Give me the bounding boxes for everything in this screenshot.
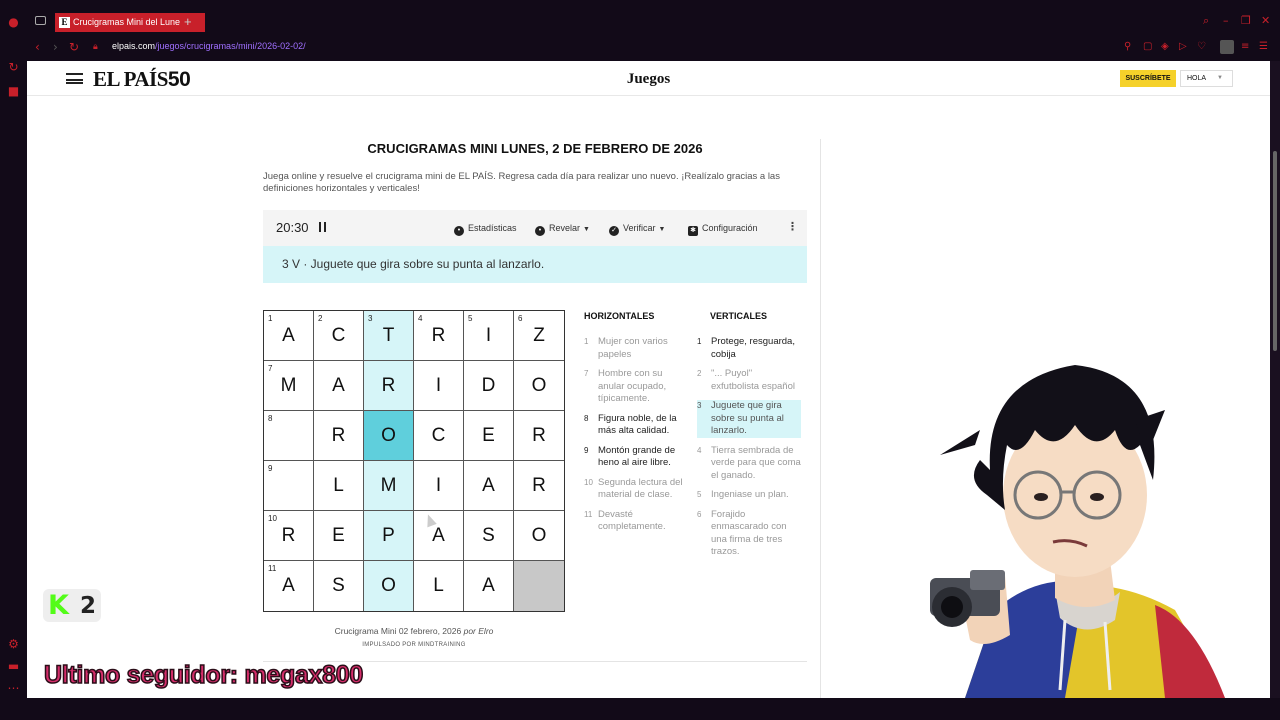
grid-cell[interactable] bbox=[414, 311, 464, 361]
url-domain: elpais.com bbox=[112, 41, 156, 51]
grid-cell[interactable] bbox=[264, 311, 314, 361]
clue-item[interactable] bbox=[584, 445, 689, 470]
cell-number: 4 bbox=[418, 314, 423, 323]
cell-number: 10 bbox=[268, 514, 277, 523]
lock-icon: 🔒︎ bbox=[93, 42, 98, 52]
logo-50-badge: 50 bbox=[167, 68, 191, 91]
clue-number: 8 bbox=[584, 413, 589, 423]
eye-icon: • bbox=[454, 226, 464, 236]
clue-text: Devasté completamente. bbox=[598, 508, 666, 532]
down-heading: VERTICALES bbox=[710, 311, 768, 321]
cell-letter: E bbox=[332, 525, 345, 546]
credit-author: Elro bbox=[478, 626, 494, 636]
cell-number: 7 bbox=[268, 364, 273, 373]
cell-letter: R bbox=[381, 375, 396, 396]
clue-item[interactable] bbox=[697, 368, 801, 393]
clue-number: 4 bbox=[697, 445, 702, 455]
cell-letter: C bbox=[331, 325, 346, 346]
grid-cell[interactable] bbox=[264, 361, 314, 411]
cell-number: 3 bbox=[368, 314, 373, 323]
grid-cell[interactable] bbox=[314, 561, 364, 611]
close-icon[interactable]: ✕ bbox=[1261, 14, 1271, 27]
cell-letter: D bbox=[481, 375, 496, 396]
history-icon[interactable]: ↻ bbox=[8, 60, 19, 74]
across-clues bbox=[584, 311, 689, 541]
page-scrollbar[interactable] bbox=[1270, 61, 1280, 698]
cell-letter: L bbox=[433, 575, 444, 596]
clue-item[interactable] bbox=[584, 413, 689, 438]
tabs-icon[interactable] bbox=[35, 16, 46, 25]
clue-text: Montón grande de heno al aire libre. bbox=[598, 444, 676, 468]
clue-text: Hombre con su anular ocupado, típicamente. bbox=[598, 368, 667, 404]
cell-letter: R bbox=[331, 425, 346, 446]
clue-number: 6 bbox=[697, 509, 702, 519]
url-field[interactable] bbox=[112, 41, 306, 51]
reload-icon[interactable]: ↻ bbox=[69, 40, 80, 54]
clue-number: 3 bbox=[697, 401, 702, 410]
clue-number: 9 bbox=[584, 445, 589, 455]
clue-number: 1 bbox=[584, 337, 589, 346]
cell-number: 1 bbox=[268, 314, 273, 323]
timer: 20:30 bbox=[276, 220, 309, 235]
logo-text: EL PAÍS bbox=[93, 67, 168, 91]
grid-cell[interactable] bbox=[414, 361, 464, 411]
reveal-button[interactable] bbox=[535, 223, 590, 236]
cell-letter: S bbox=[482, 525, 495, 546]
minimize-icon[interactable]: – bbox=[1223, 14, 1229, 27]
bag-icon[interactable]: ■ bbox=[7, 84, 20, 98]
clue-number: 5 bbox=[697, 490, 702, 499]
scroll-thumb[interactable] bbox=[1273, 151, 1277, 351]
clue-item[interactable] bbox=[584, 477, 689, 502]
cell-letter: E bbox=[482, 425, 495, 446]
elpais-favicon-icon: E bbox=[59, 17, 70, 28]
tab-title: Crucigramas Mini del Lune bbox=[73, 17, 181, 27]
cell-letter: A bbox=[282, 325, 295, 346]
cell-number: 9 bbox=[268, 464, 273, 473]
chevron-down-icon: ▼ bbox=[1217, 75, 1223, 81]
clue-item[interactable] bbox=[697, 400, 801, 438]
grid-cell[interactable] bbox=[464, 561, 514, 611]
clue-item[interactable] bbox=[697, 336, 801, 361]
clue-item[interactable] bbox=[584, 368, 689, 406]
profile-avatar[interactable] bbox=[1220, 40, 1234, 54]
browser-sidebar bbox=[0, 0, 27, 720]
clue-number: 1 bbox=[697, 337, 702, 346]
grid-cell[interactable] bbox=[514, 411, 564, 461]
settings-button[interactable] bbox=[688, 223, 758, 236]
shield-icon[interactable]: ◈ bbox=[1161, 41, 1169, 52]
browser-logo-icon[interactable]: ● bbox=[8, 15, 19, 29]
grid-cell[interactable] bbox=[264, 411, 314, 461]
game-toolbar bbox=[263, 210, 807, 246]
credit-by: por bbox=[463, 626, 476, 636]
cell-letter: A bbox=[282, 575, 295, 596]
intro-text: Juega online y resuelve el crucigrama mini de EL PAÍS. Regresa cada día para realizar uno nuevo. ¡Realízalo gracias a las definiciones horizontales y verticales! bbox=[263, 171, 780, 194]
clue-number: 11 bbox=[584, 509, 593, 519]
grid-cell[interactable] bbox=[264, 561, 314, 611]
new-tab-button[interactable]: + bbox=[184, 14, 192, 29]
cell-letter: C bbox=[431, 425, 446, 446]
grid-cell[interactable] bbox=[464, 511, 514, 561]
kick-count: 2 bbox=[80, 593, 97, 619]
last-follower-overlay: Ultimo seguidor: megax800 bbox=[44, 661, 363, 689]
grid-cell[interactable] bbox=[364, 361, 414, 411]
grid-cell[interactable] bbox=[464, 311, 514, 361]
clue-text: Protege, resguarda, cobija bbox=[711, 336, 795, 360]
grid-cell[interactable] bbox=[364, 461, 414, 511]
grid-cell[interactable] bbox=[414, 461, 464, 511]
verify-button[interactable] bbox=[609, 223, 665, 236]
grid-cell[interactable] bbox=[514, 361, 564, 411]
clue-number: 10 bbox=[584, 477, 593, 487]
grid-cell[interactable] bbox=[314, 511, 364, 561]
cell-letter: A bbox=[332, 375, 345, 396]
verify-label: Verificar bbox=[623, 223, 656, 233]
cell-letter: L bbox=[333, 475, 344, 496]
clue-text: "... Puyol" exfutbolista español bbox=[711, 368, 795, 392]
forward-icon[interactable]: › bbox=[53, 40, 58, 54]
grid-cell[interactable] bbox=[514, 511, 564, 561]
grid-cell[interactable] bbox=[464, 461, 514, 511]
grid-cell[interactable] bbox=[264, 511, 314, 561]
across-list bbox=[584, 336, 689, 534]
grid-cell[interactable] bbox=[264, 461, 314, 511]
grid-cell[interactable] bbox=[464, 411, 514, 461]
grid-cell[interactable] bbox=[314, 461, 364, 511]
cell-letter: A bbox=[482, 475, 495, 496]
clue-item[interactable] bbox=[697, 509, 801, 559]
cell-letter: I bbox=[435, 375, 442, 396]
cell-letter: I bbox=[435, 475, 442, 496]
current-clue-banner: 3 V · Juguete que gira sobre su punta al lanzarlo. bbox=[263, 246, 807, 283]
clue-text: Juguete que gira sobre su punta al lanzarlo. bbox=[711, 400, 784, 436]
settings-label: Configuración bbox=[702, 223, 758, 233]
grid-cell[interactable] bbox=[314, 311, 364, 361]
grid-cell[interactable] bbox=[514, 311, 564, 361]
grid-cell[interactable] bbox=[364, 561, 414, 611]
column-divider bbox=[820, 139, 821, 698]
cell-letter: A bbox=[432, 525, 445, 546]
gear-icon: ✱ bbox=[688, 226, 698, 236]
cell-number: 11 bbox=[268, 564, 277, 573]
settings-icon[interactable]: ⚙ bbox=[8, 637, 19, 651]
cell-number: 6 bbox=[518, 314, 523, 323]
cell-letter: O bbox=[531, 525, 547, 546]
tab-bar bbox=[27, 10, 1280, 34]
grid-cell[interactable] bbox=[514, 461, 564, 511]
cell-letter: O bbox=[381, 425, 396, 446]
cell-letter: M bbox=[380, 475, 397, 496]
menu-icon[interactable]: ≡ bbox=[1241, 41, 1250, 52]
puzzle-credit bbox=[263, 626, 565, 636]
heart-icon[interactable]: ♡ bbox=[1197, 41, 1206, 52]
grid-cell[interactable] bbox=[414, 561, 464, 611]
caret-down-icon: ▼ bbox=[658, 226, 666, 233]
credit-text: Crucigrama Mini 02 febrero, 2026 bbox=[334, 626, 462, 636]
clue-text: Tierra sembrada de verde para que coma el ganado. bbox=[711, 444, 801, 481]
search-icon[interactable]: ⌕ bbox=[1203, 14, 1210, 27]
clue-text: Mujer con varios papeles bbox=[598, 336, 668, 360]
crossword-grid bbox=[263, 310, 565, 612]
play-icon[interactable]: ▷ bbox=[1179, 41, 1187, 52]
greeting-label: HOLA bbox=[1187, 75, 1207, 82]
cell-letter: R bbox=[532, 475, 546, 496]
clue-text: Segunda lectura del material de clase. bbox=[598, 476, 683, 500]
snapshot-icon[interactable]: ▢ bbox=[1143, 41, 1153, 52]
clue-item[interactable] bbox=[697, 445, 801, 483]
maximize-icon[interactable]: ❐ bbox=[1241, 14, 1251, 27]
address-bar bbox=[27, 36, 1280, 60]
cell-letter: P bbox=[382, 525, 395, 546]
grid-cell[interactable] bbox=[364, 311, 414, 361]
cell-letter: T bbox=[382, 325, 395, 346]
caret-down-icon: ▼ bbox=[583, 226, 590, 233]
grid-cell[interactable] bbox=[314, 411, 364, 461]
cell-letter: Z bbox=[533, 325, 545, 346]
pause-icon[interactable] bbox=[319, 222, 326, 232]
back-icon[interactable]: ‹ bbox=[35, 40, 40, 54]
url-path: /juegos/crucigramas/mini/2026-02-02/ bbox=[155, 41, 306, 51]
down-clues bbox=[697, 311, 801, 566]
cell-letter: I bbox=[485, 325, 492, 346]
more-icon[interactable]: ⋯ bbox=[7, 681, 20, 695]
stats-label: Estadísticas bbox=[468, 223, 517, 233]
clue-item[interactable] bbox=[697, 489, 801, 502]
extensions-icon[interactable]: ☰ bbox=[1259, 41, 1268, 52]
eye-icon: • bbox=[535, 226, 545, 236]
kick-logo-icon: K bbox=[48, 590, 69, 621]
grid-cell[interactable] bbox=[464, 361, 514, 411]
cell-letter: O bbox=[531, 375, 547, 396]
clue-number: 2 bbox=[697, 369, 702, 378]
tab-crucigramas[interactable] bbox=[55, 13, 205, 32]
reveal-label: Revelar bbox=[549, 223, 581, 233]
grid-cell[interactable] bbox=[414, 511, 464, 561]
check-icon: ✓ bbox=[609, 226, 619, 236]
cell-number: 2 bbox=[318, 314, 323, 323]
clue-text: Ingeniase un plan. bbox=[711, 489, 789, 500]
subscribe-button[interactable]: SUSCRÍBETE bbox=[1120, 70, 1176, 87]
streamer-avatar bbox=[925, 360, 1245, 698]
cell-letter: A bbox=[482, 575, 495, 596]
clue-text: Forajido enmascarado con una firma de tres trazos. bbox=[711, 508, 787, 557]
account-menu[interactable] bbox=[1180, 70, 1233, 87]
clue-text: Figura noble, de la más alta calidad. bbox=[598, 412, 677, 436]
cell-letter: S bbox=[332, 575, 345, 596]
cell-letter: R bbox=[281, 525, 296, 546]
cell-number: 5 bbox=[468, 314, 473, 323]
cell-letter: R bbox=[532, 425, 546, 446]
pin-icon[interactable]: ⚲ bbox=[1124, 41, 1132, 52]
clue-item[interactable] bbox=[584, 509, 689, 534]
grid-cell[interactable] bbox=[314, 361, 364, 411]
stats-button[interactable] bbox=[454, 223, 517, 236]
clue-item[interactable] bbox=[584, 336, 689, 361]
grid-cell[interactable] bbox=[364, 411, 414, 461]
grid-block-cell bbox=[514, 561, 564, 611]
cell-letter: R bbox=[431, 325, 446, 346]
page-title: CRUCIGRAMAS MINI LUNES, 2 DE FEBRERO DE 2026 bbox=[367, 141, 703, 156]
grid-cell[interactable] bbox=[414, 411, 464, 461]
site-header bbox=[27, 61, 1270, 96]
grid-cell[interactable] bbox=[364, 511, 414, 561]
cell-number: 8 bbox=[268, 414, 273, 423]
across-heading: HORIZONTALES bbox=[584, 311, 655, 321]
down-list bbox=[697, 336, 801, 559]
powered-by: IMPULSADO POR MINDTRAINING bbox=[362, 642, 466, 648]
clue-number: 7 bbox=[584, 369, 589, 378]
chat-icon[interactable]: ▬ bbox=[7, 659, 20, 673]
cell-letter: O bbox=[381, 575, 396, 596]
cell-letter: M bbox=[280, 375, 297, 396]
kebab-menu-icon[interactable]: ⋮ bbox=[787, 220, 798, 233]
section-title[interactable]: Juegos bbox=[626, 71, 671, 87]
kick-badge bbox=[43, 589, 101, 622]
